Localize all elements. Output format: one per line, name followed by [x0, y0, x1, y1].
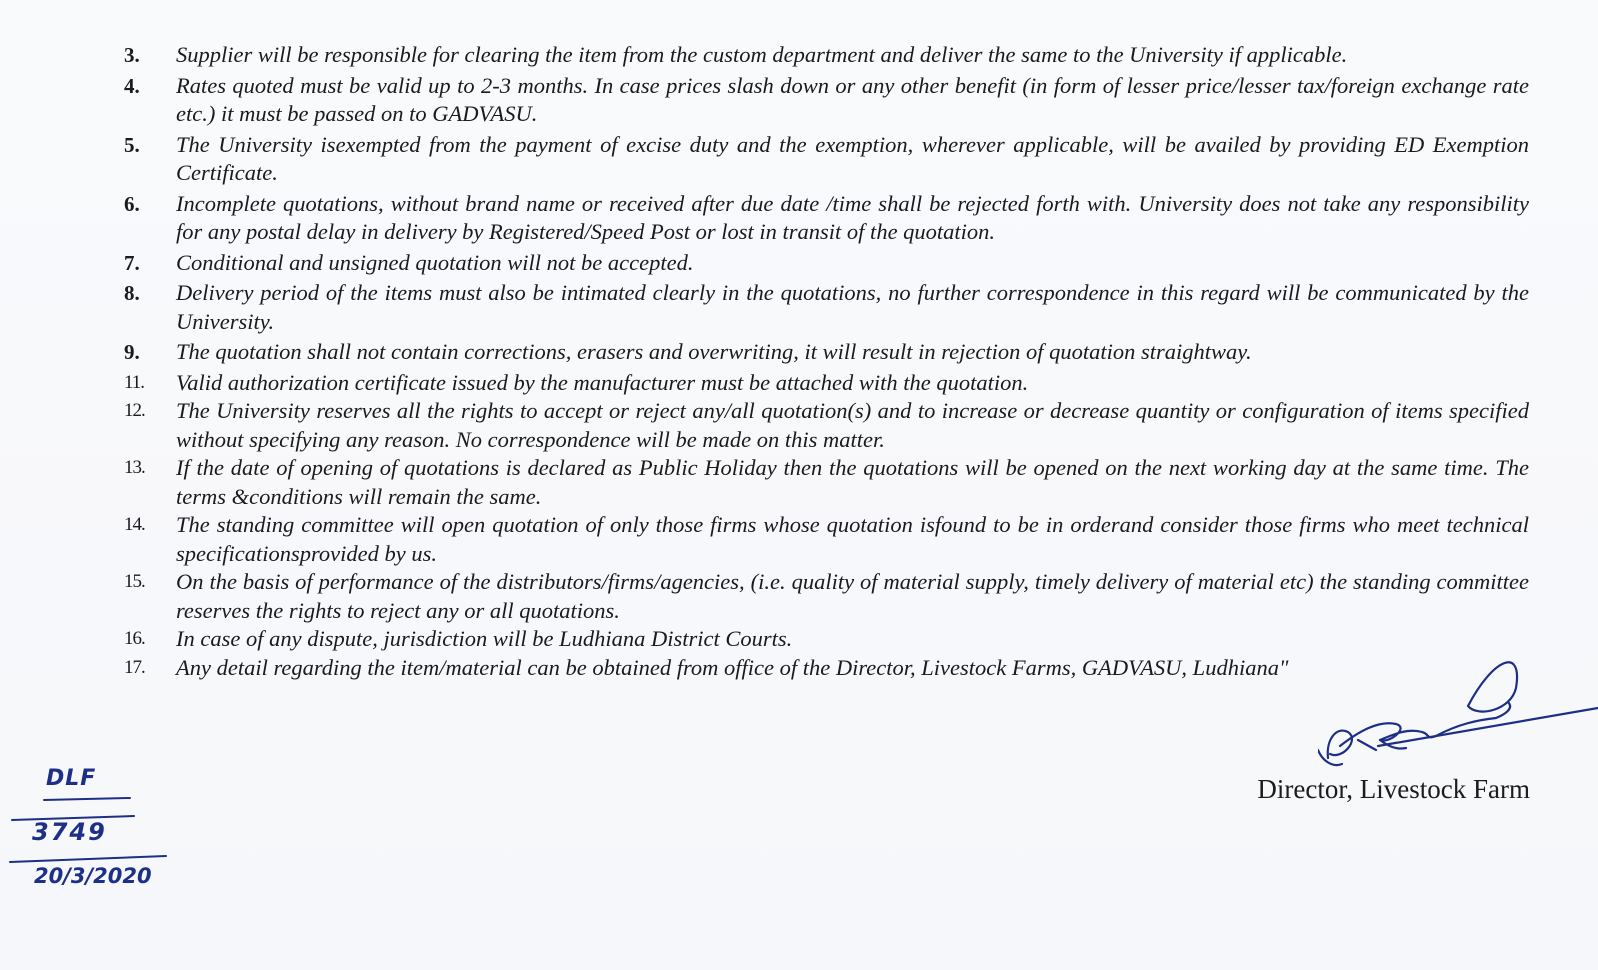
- stamp-number: 3749: [32, 818, 107, 846]
- term-item: [124, 279, 1529, 336]
- term-item: [124, 338, 1529, 367]
- term-number: 5.: [124, 132, 140, 157]
- term-number: 6.: [124, 191, 140, 216]
- stamp-date: 20/3/2020: [34, 864, 152, 888]
- term-text: Rates quoted must be valid up to 2-3 months. In case prices slash down or any other benefit (in form of lesser price/lesser tax/foreign exchange rate etc.) it must be passed on to GADVASU.: [176, 72, 1529, 126]
- term-number: 13.: [124, 457, 145, 478]
- term-text: The standing committee will open quotation of only those firms whose quotation isfound to be in orderand consider those firms who meet technical specificationsprovided by us.: [176, 512, 1529, 566]
- term-text: Valid authorization certificate issued by the manufacturer must be attached with the quotation.: [176, 369, 1029, 395]
- term-item: [124, 511, 1529, 568]
- term-text: If the date of opening of quotations is declared as Public Holiday then the quotations will be opened on the next working day at the same time. The terms &conditions will remain the same.: [176, 455, 1529, 509]
- term-text: Conditional and unsigned quotation will not be accepted.: [176, 249, 694, 275]
- term-item: [124, 190, 1529, 247]
- term-number: 16.: [124, 628, 145, 649]
- term-item: [124, 397, 1529, 454]
- signature-image: [1318, 648, 1598, 778]
- signatory-title: Director, Livestock Farm: [1257, 774, 1530, 804]
- term-item: [124, 72, 1529, 129]
- term-text: The University reserves all the rights to accept or reject any/all quotation(s) and to increase or decrease quantity or configuration of items specified without specifying any reason. No correspondence will be made on this matter.: [176, 398, 1529, 452]
- term-item: [124, 369, 1529, 398]
- term-text: Delivery period of the items must also be intimated clearly in the quotations, no further correspondence in this regard will be communicated by the University.: [176, 280, 1529, 334]
- term-item: [124, 568, 1529, 625]
- term-number: 14.: [124, 514, 145, 535]
- term-text: On the basis of performance of the distributors/firms/agencies, (i.e. quality of material supply, timely delivery of material etc) the standing committee reserves the rights to reject any or all quotations.: [176, 569, 1529, 623]
- term-text: Incomplete quotations, without brand name or received after due date /time shall be rejected forth with. University does not take any responsibility for any postal delay in delivery by Registered/Speed Post or lost in transit of the quotation.: [176, 190, 1529, 244]
- term-text: The University isexempted from the payment of excise duty and the exemption, wherever applicable, will be availed by providing ED Exemption Certificate.: [176, 131, 1529, 185]
- term-item: [124, 249, 1529, 278]
- term-text: Supplier will be responsible for clearing the item from the custom department and deliver the same to the University if applicable.: [176, 42, 1348, 67]
- term-text: The quotation shall not contain corrections, erasers and overwriting, it will result in rejection of quotation straightway.: [176, 339, 1252, 364]
- term-number: 3.: [124, 43, 140, 67]
- term-text: In case of any dispute, jurisdiction will be Ludhiana District Courts.: [176, 626, 793, 651]
- term-text: Any detail regarding the item/material can be obtained from office of the Director, Livestock Farms, GADVASU, Ludhiana": [176, 654, 1289, 680]
- term-item: [124, 41, 1529, 70]
- term-item: [124, 131, 1529, 188]
- term-number: 4.: [124, 73, 140, 98]
- term-number: 8.: [124, 281, 140, 305]
- term-number: 7.: [124, 250, 140, 275]
- term-item: [124, 454, 1529, 511]
- terms-list: [124, 41, 1529, 682]
- term-number: 9.: [124, 340, 140, 364]
- term-number: 11.: [124, 371, 145, 393]
- stamp-code: DLF: [46, 766, 97, 791]
- term-number: 15.: [124, 571, 145, 592]
- term-number: 12.: [124, 400, 145, 421]
- term-number: 17.: [124, 656, 145, 678]
